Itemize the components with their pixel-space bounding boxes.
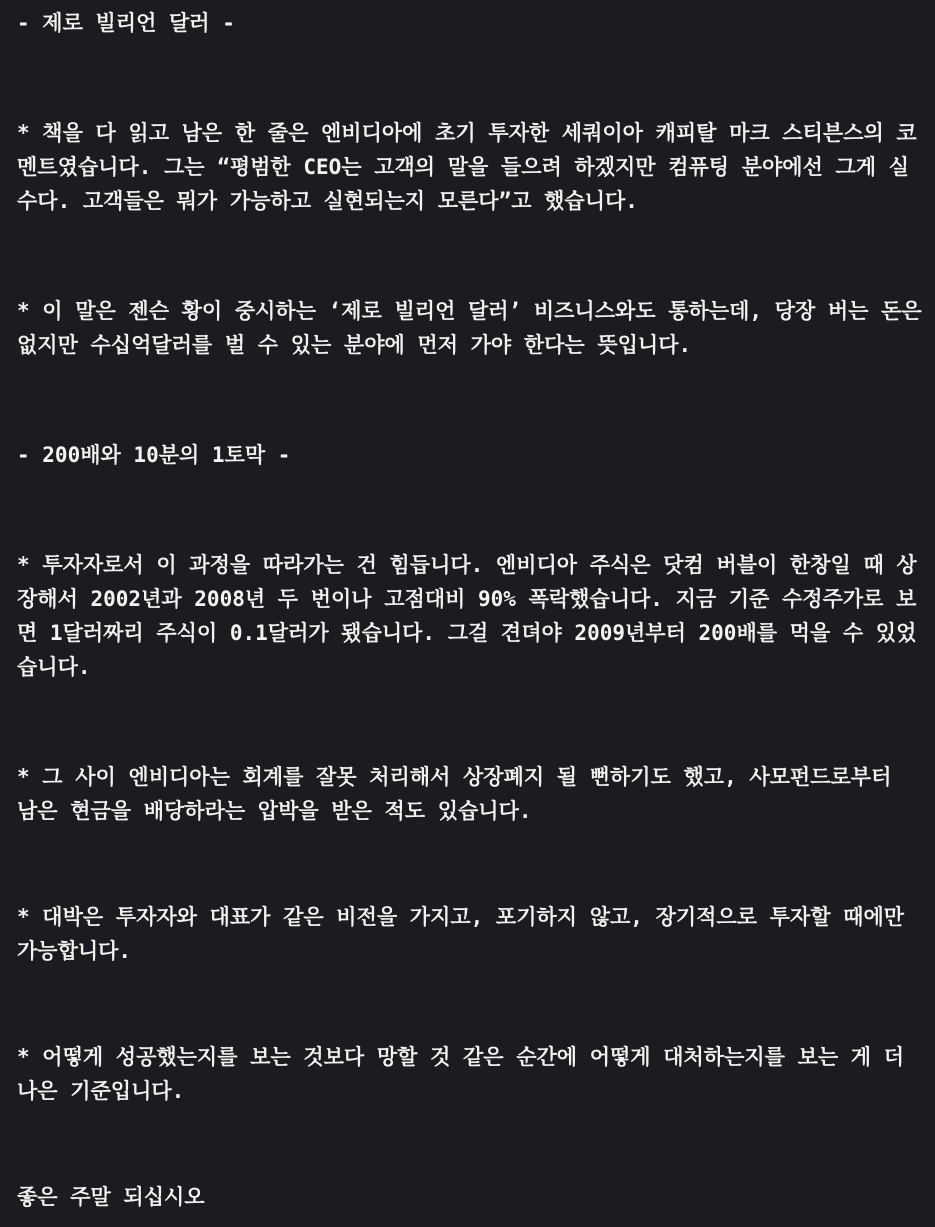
spacer [17,828,922,900]
spacer [17,684,922,760]
spacer [17,472,922,548]
section-heading-200x: - 200배와 10분의 1토막 - [17,443,291,467]
paragraph-zero-billion-business: * 이 말은 젠슨 황이 중시하는 ‘제로 빌리언 달러’ 비즈니스와도 통하는데, 당장 버는 돈은 없지만 수십억달러를 벌 수 있는 분야에 먼저 가야 한다는 뜻입니다. [17,299,935,357]
paragraph-better-criterion: * 어떻게 성공했는지를 보는 것보다 망할 것 같은 순간에 어떻게 대처하는지를 보는 게 더 나은 기준입니다. [17,1045,917,1103]
paragraph-investor-difficulty: * 투자자로서 이 과정을 따라가는 건 힘듭니다. 엔비디아 주식은 닷컴 버블이 한창일 때 상장해서 2002년과 2008년 두 번이나 고점대비 90% 폭락했습니다. 지금 기준 수정주가로 보면 1달러짜리 주식이 0.1달러가 됐습니다. 그걸 견뎌야 2009년부터 200배를 먹을 수 있었습니다. [17,553,917,679]
closing-greeting: 좋은 주말 되십시오 [17,1185,205,1209]
spacer [17,362,922,438]
spacer [17,1108,922,1180]
paragraph-sequoia-comment: * 책을 다 읽고 남은 한 줄은 엔비디아에 초기 투자한 세쿼이아 캐피탈 마크 스티븐스의 코멘트였습니다. 그는 “평범한 CEO는 고객의 말을 들으려 하겠지만 컴퓨팅 분야에선 그게 실수다. 고객들은 뭐가 가능하고 실현되는지 모른다”고 했습니다. [17,121,917,213]
spacer [17,40,922,116]
spacer [17,968,922,1040]
paragraph-delisting-risk: * 그 사이 엔비디아는 회계를 잘못 처리해서 상장폐지 될 뻔하기도 했고, 사모펀드로부터 남은 현금을 배당하라는 압박을 받은 적도 있습니다. [17,765,905,823]
paragraph-long-term-vision: * 대박은 투자자와 대표가 같은 비전을 가지고, 포기하지 않고, 장기적으로 투자할 때에만 가능합니다. [17,905,917,963]
spacer [17,218,922,294]
section-heading-zero-billion: - 제로 빌리언 달러 - [17,11,235,35]
document-body [17,6,935,1214]
